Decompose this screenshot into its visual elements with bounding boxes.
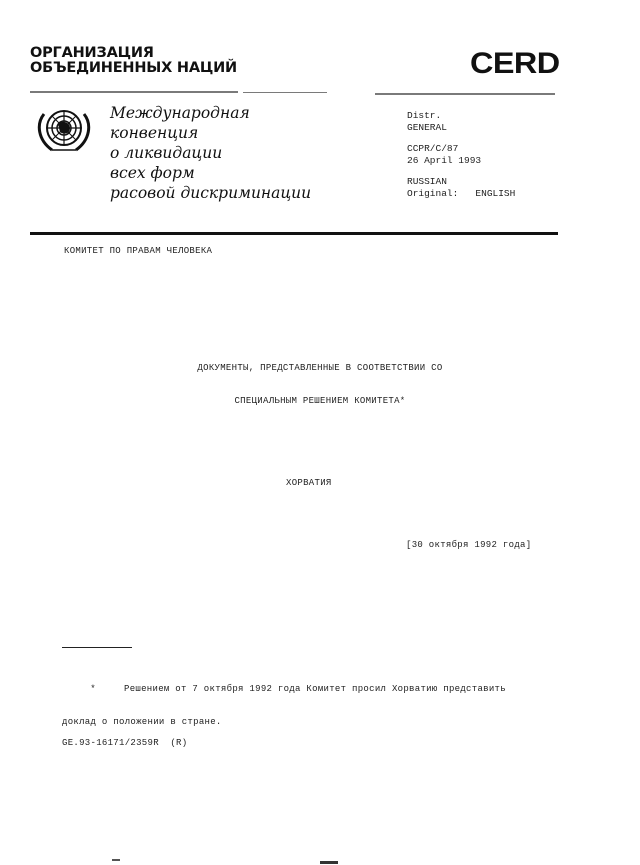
document-symbol: CCPR/C/87 (407, 143, 459, 154)
country-name: ХОРВАТИЯ (286, 478, 332, 488)
header-rule-right (375, 93, 555, 95)
footnote-marker: * (90, 684, 96, 694)
document-date: 26 April 1993 (407, 154, 482, 166)
committee-name: КОМИТЕТ ПО ПРАВАМ ЧЕЛОВЕКА (64, 246, 213, 256)
document-title (120, 343, 520, 416)
job-number: GE.93-16171/2359R (R) (62, 738, 188, 748)
header-rule-left (30, 91, 238, 93)
footnote-line-1 (62, 684, 506, 694)
header-rule-mid (243, 92, 327, 93)
doc-series-title: CERD (470, 47, 560, 80)
footnote-text-1: Решением от 7 октября 1992 года Комитет просил Хорватию представить (124, 684, 506, 694)
report-date: [30 октября 1992 года] (406, 540, 532, 550)
un-emblem-icon (34, 104, 94, 156)
organization-line-2: ОБЪЕДИНЕННЫХ НАЦИЙ (30, 60, 237, 76)
distribution-label: Distr. (407, 110, 442, 121)
scan-artifact (320, 861, 338, 864)
footnote (62, 664, 506, 737)
convention-title-line: расовой дискриминации (110, 184, 312, 202)
footnote-line-2: доклад о положении в стране. (62, 717, 222, 727)
original-label: Original: (407, 187, 459, 199)
document-language: RUSSIAN (407, 176, 447, 187)
convention-title (110, 103, 311, 203)
document-title-line-2: СПЕЦИАЛЬНЫМ РЕШЕНИЕМ КОМИТЕТА* (234, 396, 406, 406)
document-title-line-1: ДОКУМЕНТЫ, ПРЕДСТАВЛЕННЫЕ В СООТВЕТСТВИИ СО (197, 363, 443, 373)
scan-artifact (112, 859, 120, 861)
original-language (407, 188, 515, 200)
original-value: ENGLISH (475, 187, 516, 199)
convention-title-line: Международная (110, 104, 250, 122)
convention-title-line: всех форм (110, 164, 195, 182)
convention-title-line: о ликвидации (110, 144, 223, 162)
document-metadata (407, 110, 515, 199)
convention-title-line: конвенция (110, 124, 199, 142)
distribution-value: GENERAL (407, 121, 447, 133)
footnote-rule (62, 647, 132, 648)
organization-name (30, 46, 237, 76)
organization-line-1: ОРГАНИЗАЦИЯ (30, 45, 154, 61)
header-separator (30, 232, 558, 235)
